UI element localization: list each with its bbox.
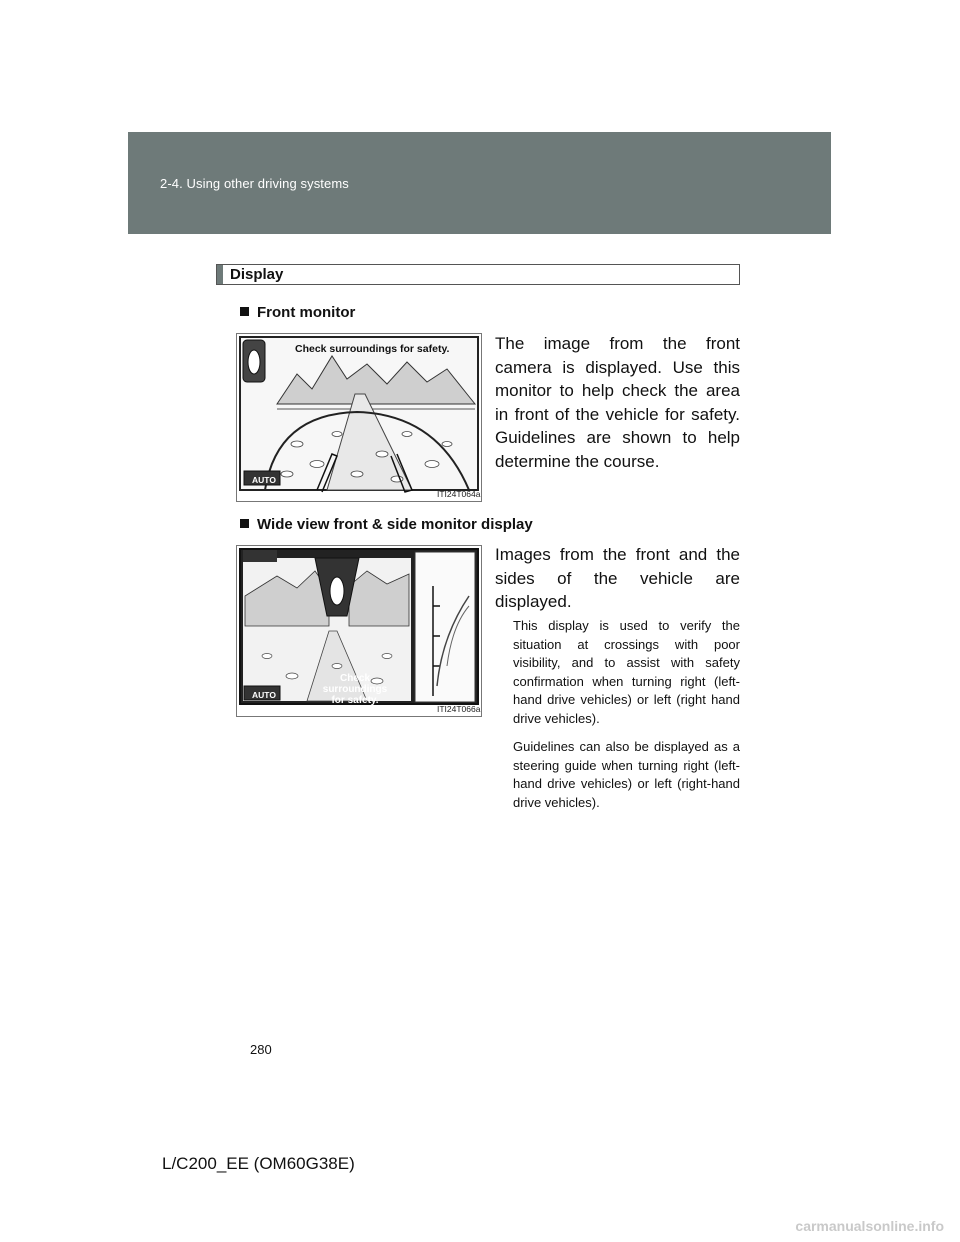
section-path: 2-4. Using other driving systems (160, 176, 349, 191)
wide-view-description: Images from the front and the sides of the vehicle are displayed. (495, 545, 740, 611)
wide-screen-message-line2: for safety. (331, 695, 379, 706)
front-monitor-figure (236, 333, 482, 502)
square-bullet-icon (240, 519, 249, 528)
wide-auto-label: AUTO (252, 690, 276, 700)
front-monitor-description: The image from the front camera is displayed. Use this monitor to help check the area in front of the vehicle for safety. Guidelines are shown to help determine the course. (495, 334, 740, 471)
front-figure-id: ITI24T064a (437, 489, 481, 499)
section-title-bar (216, 264, 740, 285)
wide-view-figure (236, 545, 482, 717)
wide-view-heading-text: Wide view front & side monitor display (257, 516, 533, 533)
wide-view-note-2: Guidelines can also be displayed as a steering guide when turning right (left-hand drive vehicles) or left (right-hand drive vehicles). (513, 739, 740, 810)
front-monitor-heading (240, 304, 355, 321)
front-auto-label: AUTO (252, 475, 276, 485)
front-screen-message: Check surroundings for safety. (295, 343, 450, 355)
section-title: Display (230, 266, 284, 283)
square-bullet-icon (240, 307, 249, 316)
wide-screen-message (310, 673, 400, 706)
wide-figure-id: ITI24T066a (437, 704, 481, 714)
page-number: 280 (250, 1042, 272, 1057)
front-monitor-heading-text: Front monitor (257, 304, 356, 321)
wide-view-note-1: This display is used to verify the situation at crossings with poor visibility, and to assist with safety confirmation when turning right (left-hand drive vehicles) or left (right hand drive vehicles). (513, 618, 740, 726)
section-accent (217, 265, 223, 284)
wide-screen-message-line1: Check surroundings (322, 673, 388, 695)
document-code: L/C200_EE (OM60G38E) (162, 1154, 355, 1173)
header-band (128, 132, 831, 234)
watermark: carmanualsonline.info (795, 1218, 944, 1234)
wide-view-heading (240, 516, 533, 533)
